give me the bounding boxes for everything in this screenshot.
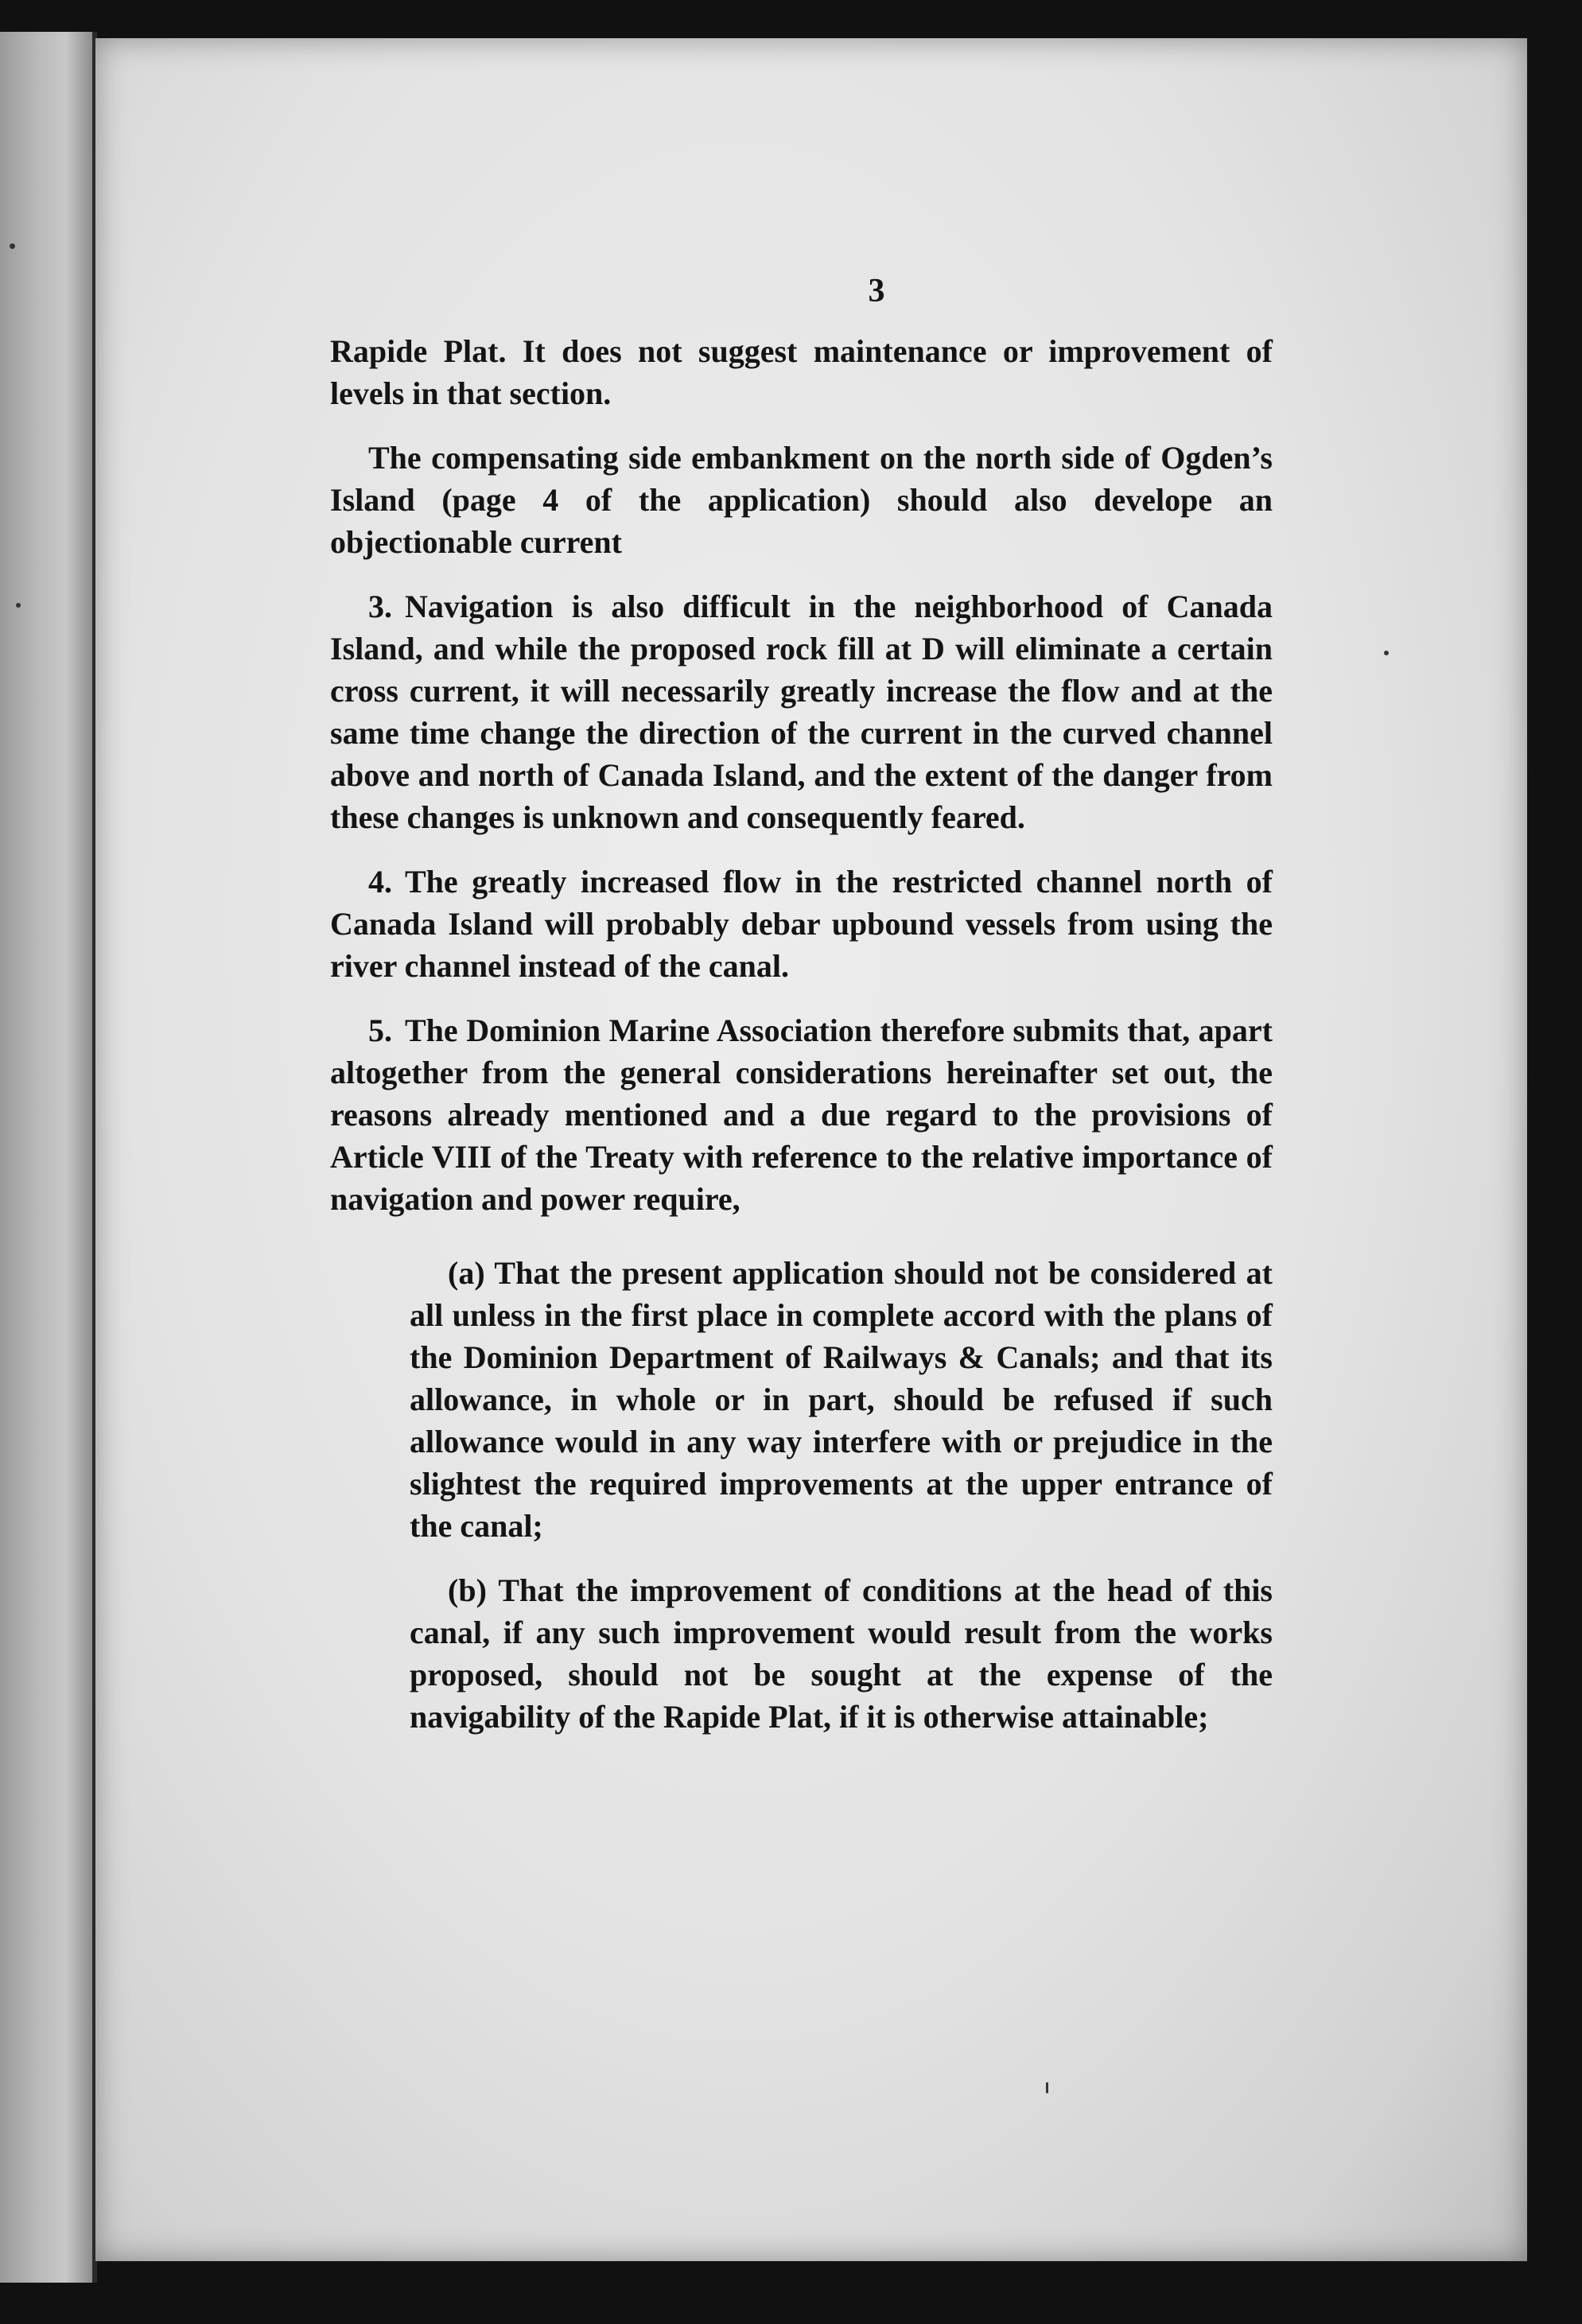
- subparagraph-a: [410, 1252, 1273, 1547]
- speck: [10, 243, 15, 249]
- paragraph-3: [330, 585, 1273, 838]
- subparagraph-label: (a): [448, 1255, 485, 1291]
- paragraph-number: 5.: [368, 1012, 392, 1048]
- speck: [1046, 2082, 1048, 2093]
- subparagraph-text: That the present application should not be considered at all unless in the first place in complete accord with the plans of the Dominion Department of Railways & Canals; and that its allowance, in whole or in part, should be refused if such allowance would in any way interfere with or prejudice in the slightest the required improvements at the upper entrance of the canal;: [410, 1255, 1273, 1544]
- speck: [1384, 651, 1389, 655]
- paragraph-text: The compensating side embankment on the north side of Ogden’s Island (page 4 of the application) should also develope an objectionable current: [330, 440, 1273, 560]
- speck: [16, 603, 21, 608]
- paragraph-4: [330, 861, 1273, 987]
- document-text: [330, 270, 1273, 1760]
- subparagraph-text: That the improvement of conditions at the head of this canal, if any such improvement would result from the works proposed, should not be sought at the expense of the navigability of the Rapide Plat, if it is otherwise attainable;: [410, 1572, 1273, 1735]
- paragraph-text: The Dominion Marine Association therefore submits that, apart altogether from the general considerations hereinafter set out, the reasons already mentioned and a due regard to the provisions of Article VIII of the Treaty with reference to the relative importance of navigation and power require,: [330, 1012, 1273, 1217]
- paragraph-rapide-plat: [330, 330, 1273, 414]
- paragraph-text: Navigation is also difficult in the neighborhood of Canada Island, and while the proposed rock fill at D will eliminate a certain cross current, it will necessarily greatly increase the flow and at the same time change the direction of the current in the curved channel above and north of Canada Island, and the extent of the danger from these changes is unknown and consequently feared.: [330, 589, 1273, 835]
- paragraph-5: [330, 1009, 1273, 1220]
- paragraph-number: 4.: [368, 864, 392, 900]
- page-number: 3: [868, 273, 886, 309]
- paragraph-text: Rapide Plat. It does not suggest maintenance or improvement of levels in that section.: [330, 333, 1273, 411]
- paragraph-number: 3.: [368, 589, 392, 624]
- subparagraph-b: [410, 1569, 1273, 1738]
- facing-page-edge: [0, 32, 94, 2283]
- paragraph-embankment: [330, 437, 1273, 563]
- subparagraph-label: (b): [448, 1572, 487, 1608]
- paragraph-text: The greatly increased flow in the restricted channel north of Canada Island will probably debar upbound vessels from using the river channel instead of the canal.: [330, 864, 1273, 984]
